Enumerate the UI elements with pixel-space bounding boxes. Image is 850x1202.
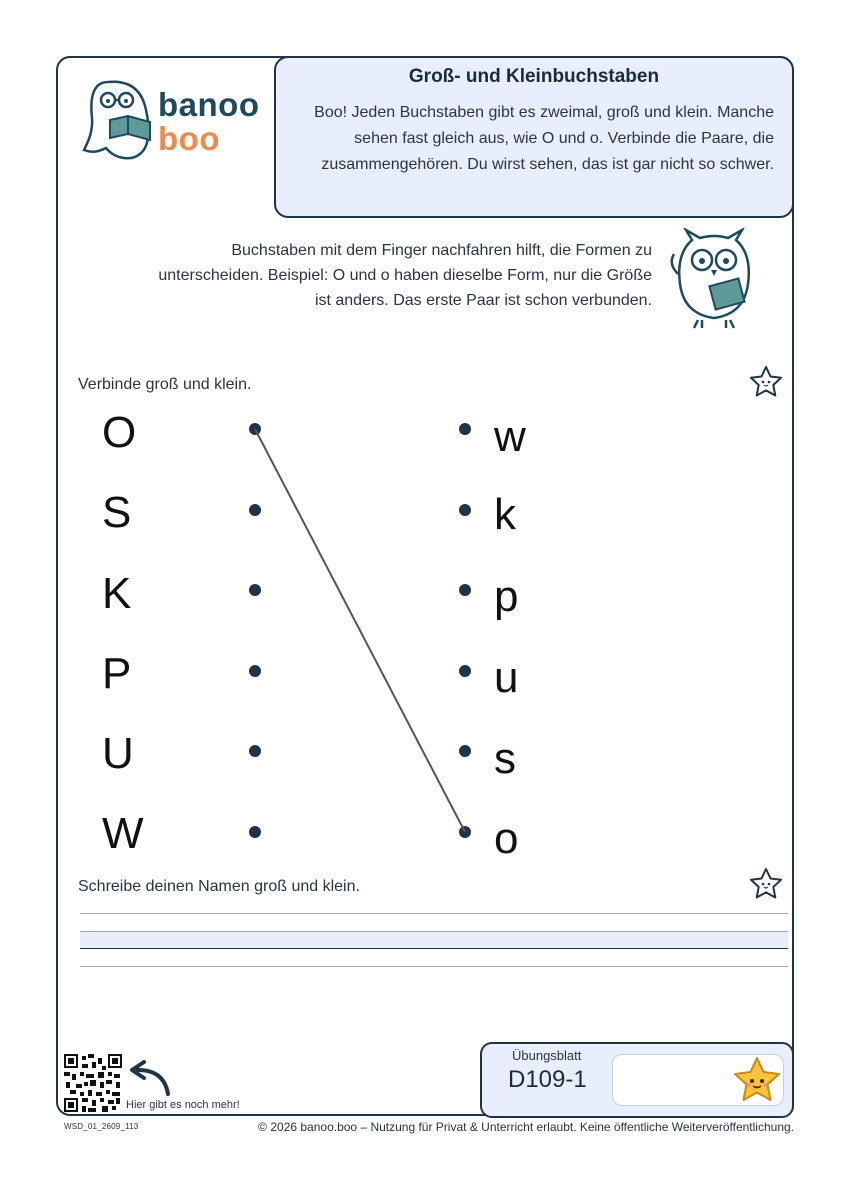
smiling-star-icon (730, 1055, 784, 1107)
more-link-text[interactable]: Hier gibt es noch mehr! (126, 1099, 240, 1111)
exercise2-instruction: Schreibe deinen Namen groß und klein. (78, 878, 360, 895)
writing-line-mid (80, 931, 788, 932)
worksheet-label: Übungsblatt (512, 1048, 582, 1063)
lowercase-letter: w (494, 412, 526, 461)
uppercase-letter: K (102, 569, 132, 618)
left-connect-dot[interactable] (249, 745, 261, 757)
lowercase-letter: o (494, 814, 519, 863)
exercise1-instruction: Verbinde groß und klein. (78, 376, 252, 393)
star-icon (748, 866, 784, 902)
brand-name-line2: boo (158, 120, 220, 157)
lowercase-letter: p (494, 572, 519, 621)
qr-code-icon[interactable] (64, 1054, 122, 1112)
worksheet-code: D109-1 (508, 1066, 587, 1093)
copyright-text: © 2026 banoo.boo – Nutzung für Privat & Unterricht erlaubt. Keine öffentliche Weiterveröffentlichung. (258, 1120, 794, 1134)
uppercase-letter: O (102, 408, 137, 457)
lowercase-letter: s (494, 734, 516, 783)
lowercase-letter: u (494, 653, 519, 702)
star-icon (748, 364, 784, 400)
uppercase-letter: S (102, 488, 132, 537)
writing-line-band[interactable] (80, 931, 788, 948)
uppercase-letter: W (102, 809, 144, 858)
hint-text: Buchstaben mit dem Finger nachfahren hilft, die Formen zu unterscheiden. Beispiel: O und o haben dieselbe Form, nur die Größe ist anders. Das erste Paar ist schon verbunden. (158, 242, 652, 309)
left-connect-dot[interactable] (249, 584, 261, 596)
uppercase-letter: U (102, 729, 134, 778)
document-code: WSD_01_2609_113 (64, 1122, 139, 1131)
lowercase-letter: k (494, 490, 516, 539)
right-connect-dot[interactable] (459, 826, 471, 838)
left-connect-dot[interactable] (249, 423, 261, 435)
right-connect-dot[interactable] (459, 584, 471, 596)
header-box (274, 56, 794, 218)
right-connect-dot[interactable] (459, 745, 471, 757)
writing-line-bottom (80, 966, 788, 967)
right-connect-dot[interactable] (459, 665, 471, 677)
left-connect-dot[interactable] (249, 504, 261, 516)
page-title: Groß- und Kleinbuchstaben (408, 66, 660, 87)
writing-line-top[interactable] (80, 913, 788, 914)
curved-arrow-icon (124, 1060, 176, 1100)
right-connect-dot[interactable] (459, 423, 471, 435)
right-connect-dot[interactable] (459, 504, 471, 516)
brand-name-line1: banoo (158, 86, 260, 123)
uppercase-letter: P (102, 649, 132, 698)
intro-text: Boo! Jeden Buchstaben gibt es zweimal, groß und klein. Manche sehen fast gleich aus, wie O und o. Verbinde die Paare, die zusammengehören. Du wirst sehen, das ist gar nicht so schwer. (314, 104, 774, 173)
writing-line-base (80, 948, 788, 949)
owl-mascot-icon (664, 228, 764, 332)
left-connect-dot[interactable] (249, 826, 261, 838)
left-connect-dot[interactable] (249, 665, 261, 677)
